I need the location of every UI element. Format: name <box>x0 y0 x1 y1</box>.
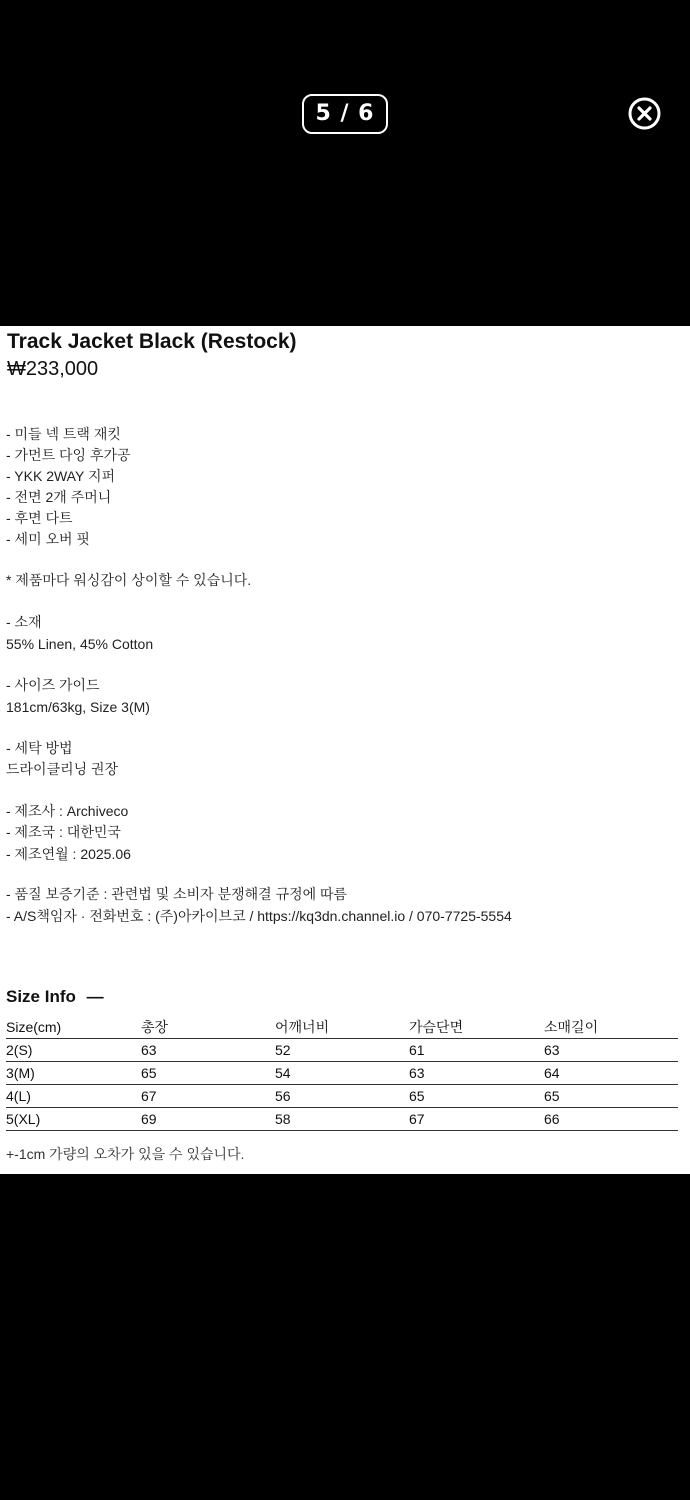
table-cell: 61 <box>409 1042 425 1058</box>
table-cell: 63 <box>409 1065 425 1081</box>
manufacturer: - 제조사 : Archiveco <box>6 803 129 819</box>
table-cell: 54 <box>275 1065 291 1081</box>
viewer-top-bar <box>0 0 690 326</box>
feature-item: - 후면 다트 <box>6 510 73 526</box>
column-header: Size(cm) <box>6 1019 62 1035</box>
care-value: 드라이클리닝 권장 <box>6 761 119 777</box>
table-cell: 63 <box>141 1042 157 1058</box>
material-label: - 소재 <box>6 614 42 630</box>
as-contact: - A/S책임자 · 전화번호 : (주)아카이브코 / https://kq3dn.channel.io / 070-7725-5554 <box>6 908 512 924</box>
table-row <box>6 1108 678 1131</box>
material-value: 55% Linen, 45% Cotton <box>6 636 154 652</box>
size-table <box>6 1016 678 1131</box>
feature-item: - 전면 2개 주머니 <box>6 489 112 505</box>
quality-guarantee: - 품질 보증기준 : 관련법 및 소비자 분쟁해결 규정에 따름 <box>6 886 348 902</box>
table-cell: 65 <box>544 1088 560 1104</box>
feature-item: - 가먼트 다잉 후가공 <box>6 447 131 463</box>
table-cell: 69 <box>141 1111 157 1127</box>
table-row <box>6 1039 678 1062</box>
care-label: - 세탁 방법 <box>6 740 73 756</box>
collapse-icon: — <box>86 987 104 1006</box>
feature-item: - 세미 오버 핏 <box>6 531 90 547</box>
table-row <box>6 1085 678 1108</box>
size-tolerance-note: +-1cm 가량의 오차가 있을 수 있습니다. <box>6 1146 245 1162</box>
column-header: 어깨너비 <box>275 1019 330 1035</box>
product-title: Track Jacket Black (Restock) <box>7 330 297 353</box>
column-header: 총장 <box>141 1019 169 1035</box>
table-cell: 58 <box>275 1111 291 1127</box>
feature-item: - YKK 2WAY 지퍼 <box>6 468 116 484</box>
size-info-title: Size Info <box>6 987 76 1006</box>
table-cell: 3(M) <box>6 1065 35 1081</box>
table-cell: 66 <box>544 1111 560 1127</box>
table-cell: 67 <box>409 1111 425 1127</box>
washing-notice: * 제품마다 워싱감이 상이할 수 있습니다. <box>6 572 252 588</box>
table-cell: 5(XL) <box>6 1111 41 1127</box>
size-guide-label: - 사이즈 가이드 <box>6 677 100 693</box>
close-icon <box>628 97 661 130</box>
size-guide-value: 181cm/63kg, Size 3(M) <box>6 699 150 715</box>
size-info-header <box>6 986 104 1008</box>
table-cell: 65 <box>409 1088 425 1104</box>
table-cell: 64 <box>544 1065 560 1081</box>
table-cell: 65 <box>141 1065 157 1081</box>
table-cell: 63 <box>544 1042 560 1058</box>
country-of-origin: - 제조국 : 대한민국 <box>6 824 121 840</box>
table-cell: 52 <box>275 1042 291 1058</box>
table-cell: 56 <box>275 1088 291 1104</box>
product-detail-image <box>0 326 690 1174</box>
table-cell: 67 <box>141 1088 157 1104</box>
image-counter: 5 / 6 <box>302 94 388 134</box>
close-button[interactable] <box>628 97 661 130</box>
size-table-header-row <box>6 1016 678 1039</box>
feature-item: - 미들 넥 트랙 재킷 <box>6 426 121 442</box>
column-header: 소매길이 <box>544 1019 599 1035</box>
product-price: ₩233,000 <box>7 358 99 380</box>
table-cell: 2(S) <box>6 1042 33 1058</box>
table-row <box>6 1062 678 1085</box>
viewer-bottom-bar <box>0 1174 690 1500</box>
manufacture-date: - 제조연월 : 2025.06 <box>6 846 131 862</box>
column-header: 가슴단면 <box>409 1019 464 1035</box>
table-cell: 4(L) <box>6 1088 31 1104</box>
